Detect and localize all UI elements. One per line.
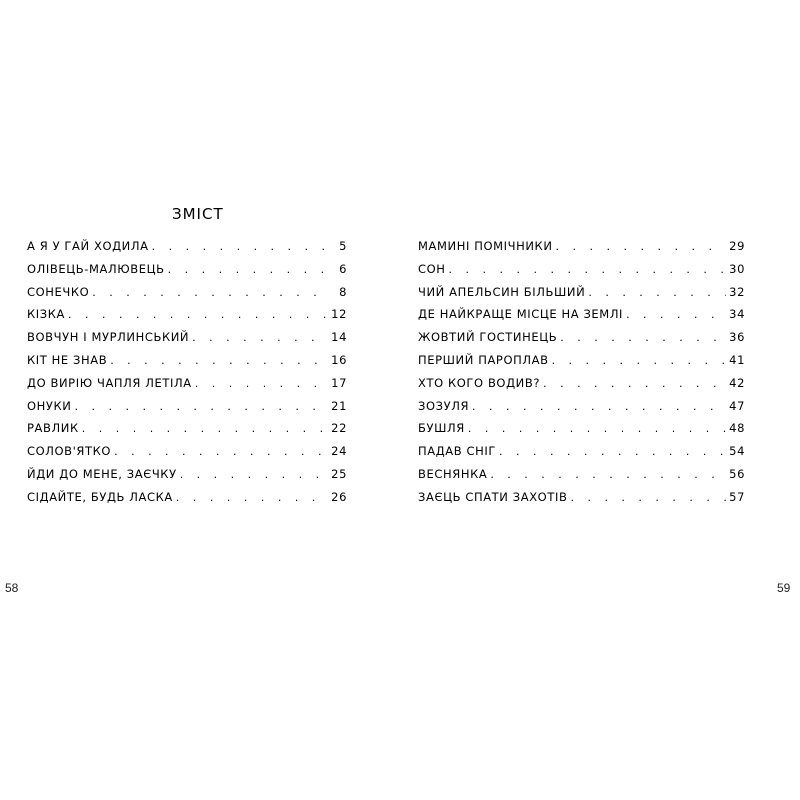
toc-left-column bbox=[27, 239, 347, 513]
dot-leader bbox=[449, 263, 727, 276]
dot-leader bbox=[499, 445, 726, 458]
toc-entry-page: 14 bbox=[331, 330, 347, 345]
toc-entry[interactable] bbox=[418, 239, 745, 262]
toc-entry[interactable] bbox=[418, 330, 745, 353]
toc-entry-page: 12 bbox=[331, 307, 347, 322]
toc-entry-page: 56 bbox=[729, 466, 745, 481]
toc-entry-title: ОНУКИ bbox=[27, 398, 72, 413]
dot-leader bbox=[110, 354, 328, 367]
toc-entry-title: ВЕСНЯНКА bbox=[418, 466, 488, 481]
toc-entry-page: 25 bbox=[331, 466, 347, 481]
dot-leader bbox=[176, 491, 328, 504]
toc-entry[interactable] bbox=[27, 262, 347, 285]
dot-leader bbox=[560, 331, 726, 344]
toc-entry-page: 24 bbox=[331, 444, 347, 459]
toc-title: ЗМІСТ bbox=[172, 205, 224, 223]
toc-entry-page: 29 bbox=[729, 239, 745, 253]
dot-leader bbox=[152, 240, 330, 253]
toc-entry[interactable] bbox=[418, 467, 745, 490]
toc-entry-title: ОЛІВЕЦЬ-МАЛЮВЕЦЬ bbox=[27, 261, 165, 276]
toc-entry-title: СОН bbox=[418, 261, 446, 276]
dot-leader bbox=[180, 468, 328, 481]
toc-entry-page: 5 bbox=[339, 239, 347, 253]
toc-entry-title: КІЗКА bbox=[27, 307, 65, 322]
dot-leader bbox=[195, 377, 328, 390]
toc-entry-page: 32 bbox=[729, 284, 745, 299]
toc-entry[interactable] bbox=[418, 285, 745, 308]
dot-leader bbox=[92, 286, 330, 299]
toc-entry-page: 16 bbox=[331, 352, 347, 367]
right-page-number: 59 bbox=[777, 581, 791, 595]
dot-leader bbox=[626, 308, 726, 321]
toc-entry-title: СІДАЙТЕ, БУДЬ ЛАСКА bbox=[27, 489, 173, 504]
toc-entry[interactable] bbox=[418, 490, 745, 513]
toc-entry-page: 42 bbox=[729, 375, 745, 390]
toc-entry-page: 17 bbox=[331, 375, 347, 390]
dot-leader bbox=[168, 263, 330, 276]
toc-entry[interactable] bbox=[27, 421, 347, 444]
toc-entry-title: ДО ВИРІЮ ЧАПЛЯ ЛЕТІЛА bbox=[27, 375, 192, 390]
toc-entry-title: ЖОВТИЙ ГОСТИНЕЦЬ bbox=[418, 330, 558, 345]
dot-leader bbox=[468, 422, 726, 435]
toc-entry-title: ЗАЄЦЬ СПАТИ ЗАХОТІВ bbox=[418, 489, 568, 504]
toc-entry-page: 21 bbox=[331, 398, 347, 413]
toc-entry[interactable] bbox=[27, 353, 347, 376]
toc-right-column bbox=[418, 239, 745, 513]
toc-entry-title: ВОВЧУН І МУРЛИНСЬКИЙ bbox=[27, 330, 190, 345]
toc-entry-title: ЧИЙ АПЕЛЬСИН БІЛЬШИЙ bbox=[418, 284, 586, 299]
toc-entry-title: ДЕ НАЙКРАЩЕ МІСЦЕ НА ЗЕМЛІ bbox=[418, 307, 624, 322]
toc-entry-title: БУШЛЯ bbox=[418, 421, 465, 436]
left-page-number: 58 bbox=[5, 581, 19, 595]
toc-entry[interactable] bbox=[418, 421, 745, 444]
toc-entry-title: ЙДИ ДО МЕНЕ, ЗАЄЧКУ bbox=[27, 466, 177, 481]
dot-leader bbox=[552, 354, 727, 367]
toc-entry-title: А Я У ГАЙ ХОДИЛА bbox=[27, 239, 149, 253]
toc-entry-page: 41 bbox=[729, 352, 745, 367]
toc-entry-title: ЗОЗУЛЯ bbox=[418, 398, 470, 413]
dot-leader bbox=[570, 491, 726, 504]
toc-entry-page: 47 bbox=[729, 398, 745, 413]
toc-entry-title: ПЕРШИЙ ПАРОПЛАВ bbox=[418, 352, 549, 367]
toc-entry-title: СОЛОВ'ЯТКО bbox=[27, 444, 112, 459]
toc-entry[interactable] bbox=[27, 307, 347, 330]
toc-entry-page: 36 bbox=[729, 330, 745, 345]
toc-entry[interactable] bbox=[27, 239, 347, 262]
toc-entry-title: КІТ НЕ ЗНАВ bbox=[27, 352, 108, 367]
dot-leader bbox=[68, 308, 328, 321]
dot-leader bbox=[472, 400, 726, 413]
dot-leader bbox=[74, 400, 328, 413]
dot-leader bbox=[543, 377, 726, 390]
toc-entry[interactable] bbox=[27, 376, 347, 399]
dot-leader bbox=[192, 331, 328, 344]
dot-leader bbox=[82, 422, 328, 435]
toc-entry-title: ПАДАВ СНІГ bbox=[418, 444, 496, 459]
toc-entry-page: 48 bbox=[729, 421, 745, 436]
toc-entry[interactable] bbox=[418, 399, 745, 422]
toc-entry[interactable] bbox=[418, 444, 745, 467]
toc-entry[interactable] bbox=[27, 490, 347, 513]
toc-entry[interactable] bbox=[27, 330, 347, 353]
toc-entry[interactable] bbox=[27, 399, 347, 422]
toc-entry[interactable] bbox=[418, 353, 745, 376]
toc-entry[interactable] bbox=[27, 444, 347, 467]
dot-leader bbox=[556, 240, 727, 253]
toc-entry-page: 26 bbox=[331, 489, 347, 504]
toc-entry-page: 57 bbox=[729, 489, 745, 504]
toc-entry-title: СОНЕЧКО bbox=[27, 284, 90, 299]
toc-entry-page: 6 bbox=[339, 261, 347, 276]
toc-entry-title: РАВЛИК bbox=[27, 421, 79, 436]
toc-entry-page: 22 bbox=[331, 421, 347, 436]
toc-entry-page: 30 bbox=[729, 261, 745, 276]
toc-entry-page: 54 bbox=[729, 444, 745, 459]
toc-entry-page: 8 bbox=[339, 284, 347, 299]
toc-entry[interactable] bbox=[418, 262, 745, 285]
toc-entry[interactable] bbox=[27, 285, 347, 308]
toc-entry[interactable] bbox=[418, 376, 745, 399]
toc-entry[interactable] bbox=[27, 467, 347, 490]
dot-leader bbox=[588, 286, 726, 299]
dot-leader bbox=[114, 445, 328, 458]
toc-entry-title: МАМИНІ ПОМІЧНИКИ bbox=[418, 239, 553, 253]
toc-entry[interactable] bbox=[418, 307, 745, 330]
toc-entry-page: 34 bbox=[729, 307, 745, 322]
dot-leader bbox=[490, 468, 726, 481]
toc-entry-title: ХТО КОГО ВОДИВ? bbox=[418, 375, 541, 390]
